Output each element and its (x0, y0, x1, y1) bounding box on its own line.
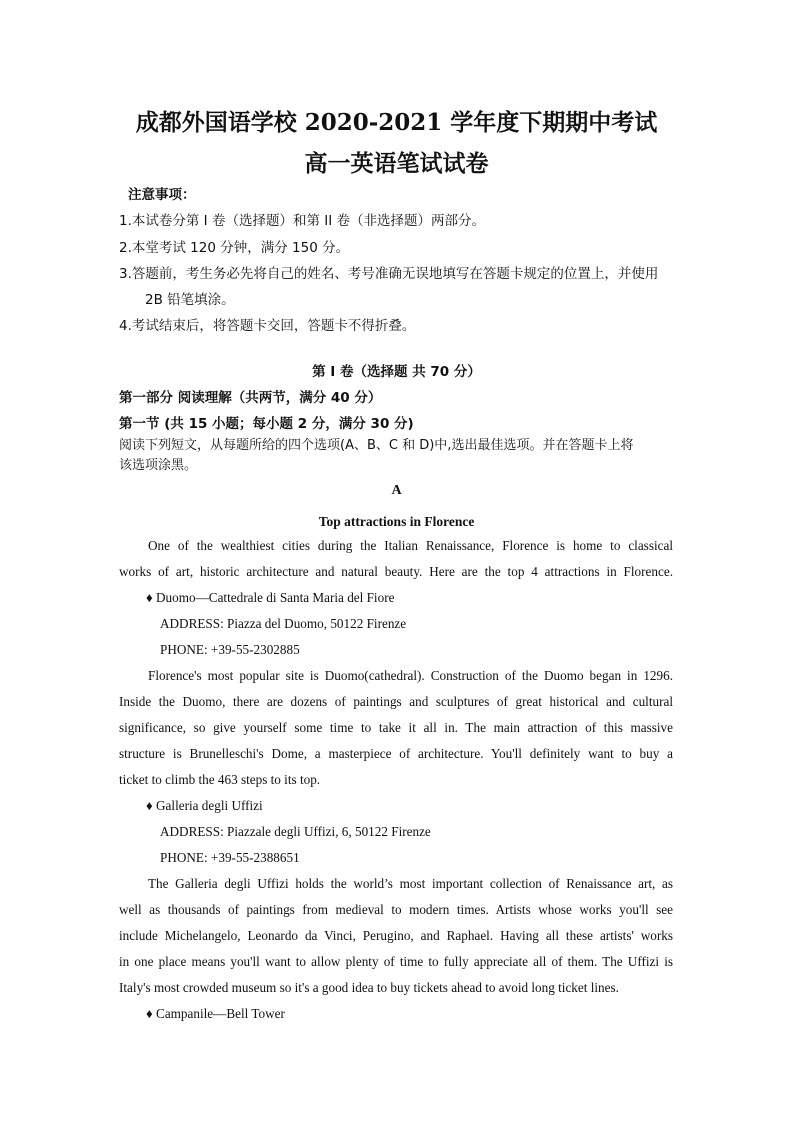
note-item: 1.本试卷分第 I 卷（选择题）和第 II 卷（非选择题）两部分。 (119, 213, 485, 229)
attraction-name: ♦ Galleria degli Uffizi (146, 798, 263, 813)
attraction-phone: PHONE: +39-55-2388651 (160, 850, 300, 865)
passage-paragraph-line: structure is Brunelleschi's Dome, a masterpiece of architecture. You'll definitely want to buy a (119, 746, 673, 761)
attraction-name: ♦ Duomo—Cattedrale di Santa Maria del Fiore (146, 590, 395, 605)
attraction-address: ADDRESS: Piazza del Duomo, 50122 Firenze (160, 616, 407, 631)
note-item: 2.本堂考试 120 分钟，满分 150 分。 (119, 240, 350, 256)
passage-paragraph-line: significance, so give yourself some time to take it all in. The main attraction of this massive (119, 720, 673, 735)
passage-paragraph-line: One of the wealthiest cities during the Italian Renaissance, Florence is home to classical (148, 538, 673, 553)
exam-title: 成都外国语学校 2020-2021 学年度下期期中考试 (135, 109, 658, 136)
exam-subtitle: 高一英语笔试试卷 (304, 150, 489, 177)
passage-paragraph-line: ticket to climb the 463 steps to its top. (119, 772, 321, 787)
passage-paragraph-line: Florence's most popular site is Duomo(cathedral). Construction of the Duomo began in 1296. (148, 668, 673, 683)
passage-paragraph-line: Inside the Duomo, there are dozens of paintings and sculptures of great historical and cultural (119, 694, 673, 709)
passage-paragraph-line: works of art, historic architecture and natural beauty. Here are the top 4 attractions in Florence. (119, 564, 673, 579)
passage-paragraph-line: Italy's most crowded museum so it's a good idea to buy tickets ahead to avoid long ticket lines. (119, 980, 619, 995)
note-item: 3.答题前，考生务必先将自己的姓名、考号准确无误地填写在答题卡规定的位置上，并使用 (119, 266, 659, 282)
passage-title: Top attractions in Florence (318, 514, 475, 529)
part-title: 第一部分 阅读理解（共两节，满分 40 分） (119, 390, 382, 406)
passage-paragraph-line: well as thousands of paintings from medieval to modern times. Artists whose works you'll see (119, 902, 673, 917)
passage-paragraph-line: in one place means you'll want to allow plenty of time to fully appreciate all of them. The Uffizi is (119, 954, 673, 969)
volume-title: 第 I 卷（选择题 共 70 分） (312, 364, 481, 380)
subsection-title: 第一节 (共 15 小题；每小题 2 分，满分 30 分) (119, 416, 414, 432)
passage-paragraph-line: include Michelangelo, Leonardo da Vinci, Perugino, and Raphael. Having all these artists' works (119, 928, 673, 943)
note-item: 4.考试结束后，将答题卡交回，答题卡不得折叠。 (119, 318, 416, 334)
instruction-text: 该选项涂黑。 (119, 458, 198, 473)
note-item: 2B 铅笔填涂。 (145, 292, 235, 308)
passage-paragraph-line: The Galleria degli Uffizi holds the world’s most important collection of Renaissance art, as (148, 876, 673, 891)
attraction-phone: PHONE: +39-55-2302885 (160, 642, 300, 657)
attraction-address: ADDRESS: Piazzale degli Uffizi, 6, 50122 Firenze (160, 824, 431, 839)
passage-label: A (391, 483, 402, 498)
instruction-text: 阅读下列短文，从每题所给的四个选项(A、B、C 和 D)中,选出最佳选项。并在答题卡上将 (119, 438, 634, 453)
attraction-name: ♦ Campanile—Bell Tower (146, 1006, 285, 1021)
notes-heading: 注意事项： (128, 187, 196, 203)
